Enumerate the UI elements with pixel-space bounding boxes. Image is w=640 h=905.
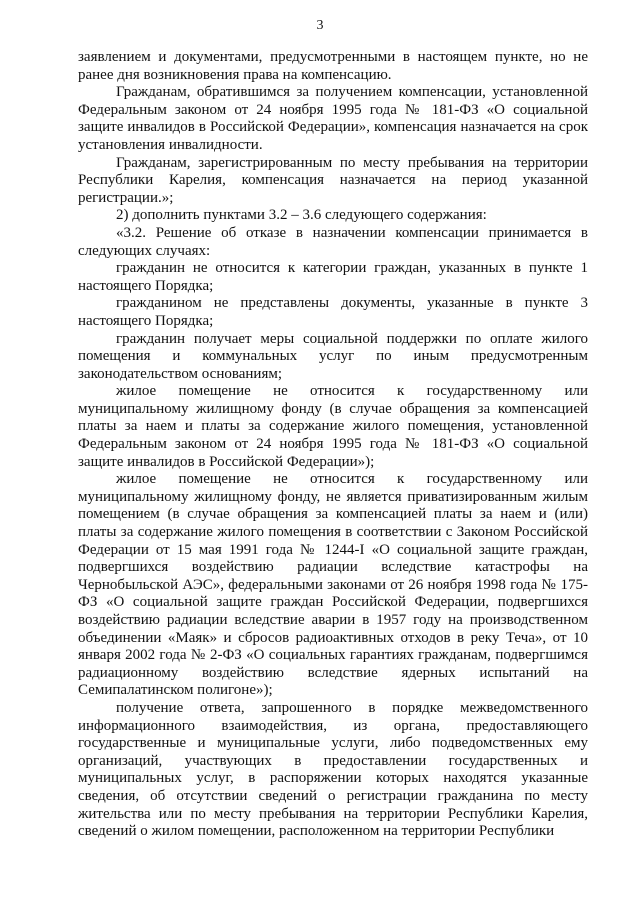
paragraph: получение ответа, запрошенного в порядке межведомственного информационного взаимодействия, из органа, предоставляющего государственные и муниципальные услуги, либо подведомственных ему организаций, участвующих в предоставлении государственных и муниципальных услуг, в распоряжении которых находятся указанные сведения, об отсутствии сведений о регистрации гражданина по месту жительства или по месту пребывания на территории Республики Карелия, сведений о жилом помещении, расположенном на территории Республики <box>78 699 588 840</box>
page-number: 3 <box>316 18 324 33</box>
paragraph: жилое помещение не относится к государственному или муниципальному жилищному фонду, не является приватизированным жилым помещением (в случае обращения за компенсацией платы за наем и (или) платы за содержание жилого помещения в соответствии с Законом Российской Федерации от 15 мая 1991 года № 1244-I «О социальной защите граждан, подвергшихся воздействию радиации вследствие катастрофы на Чернобыльской АЭС», федеральными законами от 26 ноября 1998 года № 175-ФЗ «О социальной защите граждан Российской Федерации, подвергшихся воздействию радиации вследствие аварии в 1957 году на производственном объединении «Маяк» и сбросов радиоактивных отходов в реку Теча», от 10 января 2002 года № 2-ФЗ «О социальных гарантиях гражданам, подвергшимся радиационному воздействию вследствие ядерных испытаний на Семипалатинском полигоне»); <box>78 471 588 699</box>
paragraph: «3.2. Решение об отказе в назначении компенсации принимается в следующих случаях: <box>78 224 588 259</box>
paragraph: жилое помещение не относится к государственному или муниципальному жилищному фонду (в случае обращения за компенсацией платы за наем и платы за содержание жилого помещения, установленной Федеральным законом от 24 ноября 1995 года № 181-ФЗ «О социальной защите инвалидов в Российской Федерации»); <box>78 383 588 470</box>
document-body <box>78 49 588 841</box>
paragraph: гражданином не представлены документы, указанные в пункте 3 настоящего Порядка; <box>78 295 588 329</box>
paragraph: Гражданам, зарегистрированным по месту пребывания на территории Республики Карелия, компенсация назначается на период указанной регистрации.»; <box>78 154 588 206</box>
paragraph: гражданин получает меры социальной поддержки по оплате жилого помещения и коммунальных услуг по иным предусмотренным законодательством основаниям; <box>78 330 588 382</box>
paragraph: 2) дополнить пунктами 3.2 – 3.6 следующего содержания: <box>116 207 487 224</box>
paragraph: заявлением и документами, предусмотренными в настоящем пункте, но не ранее дня возникновения права на компенсацию. <box>78 49 588 83</box>
paragraph: гражданин не относится к категории граждан, указанных в пункте 1 настоящего Порядка; <box>78 260 588 294</box>
paragraph: Гражданам, обратившимся за получением компенсации, установленной Федеральным законом от 24 ноября 1995 года № 181-ФЗ «О социальной защите инвалидов в Российской Федерации», компенсация назначается на срок установления инвалидности. <box>78 84 588 153</box>
